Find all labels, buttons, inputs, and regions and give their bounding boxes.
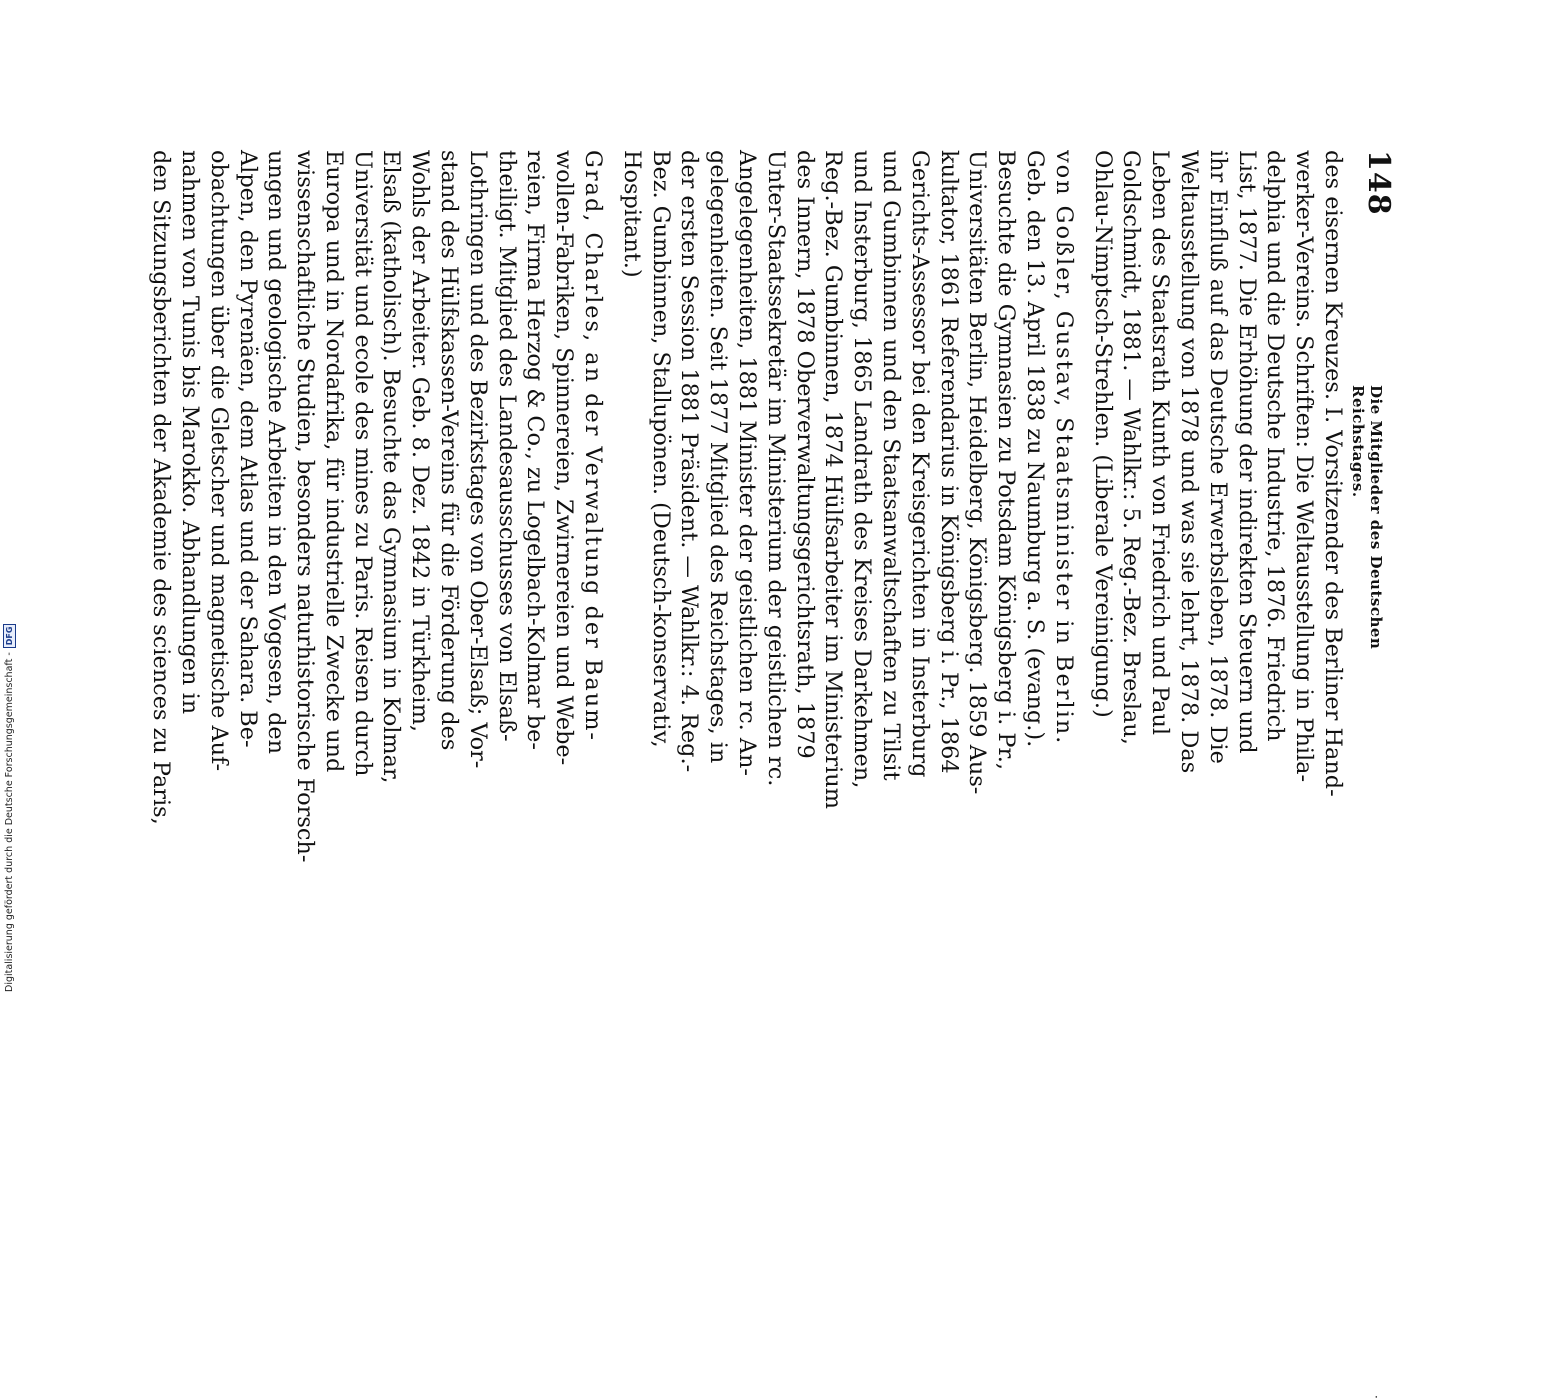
text-line: Geb. den 13. April 1838 zu Naumburg a. S. (evang.).: [1022, 150, 1049, 748]
text-line: theiligt. Mitglied des Landesausschusses von Elsaß-: [493, 150, 520, 742]
text-line: Reg.-Bez. Gumbinnen, 1874 Hülfsarbeiter im Ministerium: [820, 150, 847, 809]
text-line: Lothringen und des Bezirkstages von Ober-Elsaß; Vor-: [464, 150, 491, 769]
page-body: [146, 150, 1347, 863]
funding-text: Digitalisierung gefördert durch die Deutsche Forschungsgemeinschaft -: [4, 652, 15, 992]
page-header: [1349, 150, 1396, 1399]
text-line: Bez. Gumbinnen, Stallupönen. (Deutsch-konservativ,: [647, 150, 674, 748]
text-line: delphia und die Deutsche Industrie, 1876. Friedrich: [1262, 150, 1289, 742]
text-line: Alpen, den Pyrenäen, dem Atlas und der Sahara. Be-: [234, 150, 261, 748]
text-line: werker-Vereins. Schriften: Die Weltausstellung in Phila-: [1291, 150, 1318, 783]
text-line: reien, Firma Herzog & Co., zu Logelbach-Kolmar be-: [522, 150, 549, 750]
text-line: Angelegenheiten, 1881 Minister der geistlichen rc. An-: [734, 150, 761, 776]
funding-margin-note: [0, 600, 20, 1000]
text-line: und Insterburg, 1865 Landrath des Kreises Darkehmen,: [849, 150, 876, 789]
text-line: nahmen von Tunis bis Marokko. Abhandlungen in: [176, 150, 203, 715]
text-line: Hospitant.): [618, 150, 645, 278]
text-line: der ersten Session 1881 Präsident. — Wahlkr.: 4. Reg.-: [676, 150, 703, 773]
text-line: obachtungen über die Gletscher und magnetische Auf-: [205, 150, 232, 772]
text-line: ungen und geologische Arbeiten in den Vogesen, den: [263, 150, 290, 755]
entry-heading-line: Grad, Charles, an der Verwaltung der Baum-: [580, 150, 607, 742]
dfg-logo: DFG: [3, 624, 16, 649]
text-line: Ohlau-Nimptsch-Strehlen. (Liberale Vereinigung.): [1089, 150, 1116, 718]
text-line: Elsaß (katholisch). Besuchte das Gymnasium in Kolmar,: [378, 150, 405, 784]
text-line: Wohls der Arbeiter. Geb. 8. Dez. 1842 in Türkheim,: [407, 150, 434, 732]
text-line: des eisernen Kreuzes. I. Vorsitzender des Berliner Hand-: [1320, 150, 1346, 797]
text-line: Besuchte die Gymnasien zu Potsdam Königsberg i. Pr.,: [993, 150, 1020, 770]
funding-note-rotated: [3, 624, 16, 992]
entry-von-gossler: [617, 150, 1078, 809]
text-line: ihr Einfluß auf das Deutsche Erwerbsleben, 1878. Die: [1204, 150, 1231, 764]
text-line: Weltausstellung von 1878 und was sie lehrt, 1878. Das: [1176, 150, 1203, 774]
text-line: kultator, 1861 Referendarius in Königsberg i. Pr., 1864: [935, 150, 962, 774]
text-line: gelegenheiten. Seit 1877 Mitglied des Reichstages, in: [705, 150, 732, 764]
text-line: Universität und ecole des mines zu Paris. Reisen durch: [349, 150, 376, 777]
text-line: Unter-Staatssekretär im Ministerium der geistlichen rc.: [762, 150, 789, 787]
text-line: List, 1877. Die Erhöhung der indirekten Steuern und: [1233, 150, 1260, 754]
entry-heading-line: von Goßler, Gustav, Staatsminister in Berlin.: [1050, 150, 1077, 746]
text-line: Gerichts-Assessor bei den Kreisgerichten in Insterburg: [906, 150, 933, 778]
text-line: des Innern, 1878 Oberverwaltungsgerichtsrath, 1879: [791, 150, 818, 759]
text-line: Leben des Staatsrath Kunth von Friedrich und Paul: [1147, 150, 1174, 736]
continuation-paragraph: [1088, 150, 1347, 797]
text-line: wissenschaftliche Studien, besonders naturhistorische Forsch-: [292, 150, 319, 863]
text-line: den Sitzungsberichten der Akademie des sciences zu Paris,: [148, 150, 175, 825]
running-mark: ·: [1369, 1395, 1383, 1399]
text-line: Universitäten Berlin, Heidelberg, Königsberg. 1859 Aus-: [964, 150, 991, 795]
scanned-page: [148, 150, 1396, 1399]
entry-grad-charles: [146, 150, 607, 863]
text-line: Goldschmidt, 1881. — Wahlkr.: 5. Reg.-Bez. Breslau,: [1118, 150, 1145, 745]
text-line: wollen-Fabriken, Spinnereien, Zwirnereien und Webe-: [551, 150, 578, 766]
text-line: Europa und in Nordafrika, für industrielle Zwecke und: [320, 150, 347, 773]
text-line: stand des Hülfskassen-Vereins für die Förderung des: [436, 150, 463, 751]
page-number: 148: [1361, 150, 1396, 216]
text-line: und Gumbinnen und den Staatsanwaltschaften zu Tilsit: [878, 150, 905, 781]
running-head: Die Mitglieder des Deutschen Reichstages.: [1349, 385, 1385, 650]
